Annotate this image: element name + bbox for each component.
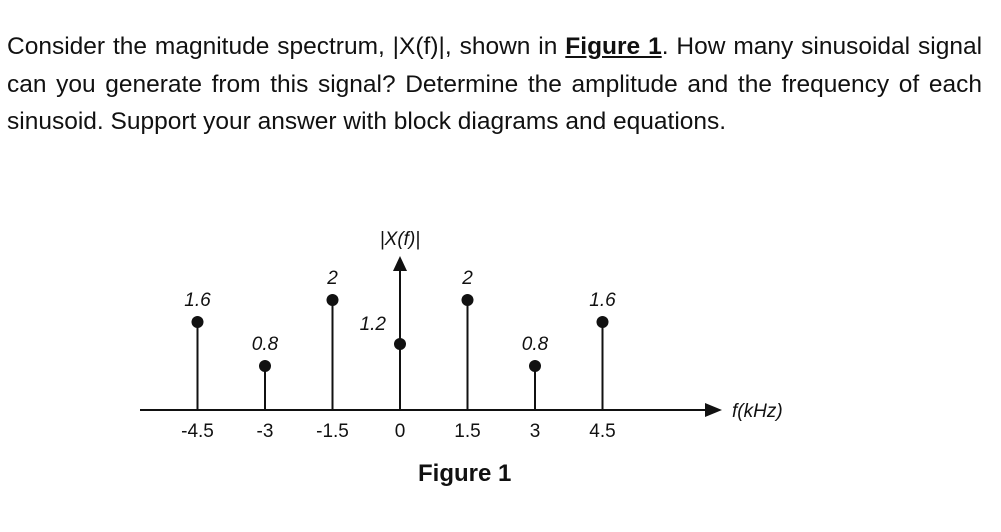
stem-value-label: 2 bbox=[462, 268, 473, 289]
stem-marker bbox=[192, 316, 204, 328]
stem-value-label: 1.6 bbox=[184, 290, 211, 311]
figure-caption: Figure 1 bbox=[418, 460, 512, 487]
stem-marker bbox=[529, 360, 541, 372]
stem-value-label: 2 bbox=[327, 268, 338, 289]
frequency-tick-label: 0 bbox=[394, 421, 406, 442]
stem-value-label: 0.8 bbox=[521, 334, 549, 355]
question-text-start: Consider the magnitude spectrum, |X(f)|, shown in bbox=[7, 33, 566, 60]
stem bbox=[252, 334, 279, 410]
stem-marker bbox=[597, 316, 609, 328]
frequency-axis-label: f(kHz) bbox=[732, 401, 783, 422]
stem bbox=[589, 290, 616, 410]
stem-marker bbox=[259, 360, 271, 372]
frequency-tick-label: 3 bbox=[529, 421, 541, 442]
frequency-tick-labels bbox=[181, 421, 616, 442]
magnitude-axis-arrowhead bbox=[393, 256, 407, 271]
stem bbox=[326, 268, 338, 410]
stem-value-label: 0.8 bbox=[251, 334, 279, 355]
stem bbox=[522, 334, 549, 410]
stem-marker bbox=[327, 294, 339, 306]
stem-value-label: 1.6 bbox=[589, 290, 616, 311]
frequency-tick-label: -4.5 bbox=[181, 421, 214, 442]
frequency-tick-label: -1.5 bbox=[316, 421, 349, 442]
stem-marker bbox=[394, 338, 406, 350]
stem bbox=[461, 268, 473, 410]
question-text-end: . How many sinusoidal signal can you generate from this signal? Determine the amplitude and the frequency of each sinusoid. Support your answer with block diagrams and equations. bbox=[7, 33, 983, 135]
frequency-axis-arrowhead bbox=[705, 403, 722, 417]
frequency-tick-label: 4.5 bbox=[589, 421, 616, 442]
stem bbox=[184, 290, 211, 410]
frequency-tick-label: -3 bbox=[256, 421, 274, 442]
stem-value-label: 1.2 bbox=[359, 314, 386, 335]
stem-marker bbox=[462, 294, 474, 306]
magnitude-axis-label: |X(f)| bbox=[379, 229, 421, 250]
frequency-tick-label: 1.5 bbox=[454, 421, 481, 442]
figure-reference: Figure 1 bbox=[565, 33, 662, 60]
